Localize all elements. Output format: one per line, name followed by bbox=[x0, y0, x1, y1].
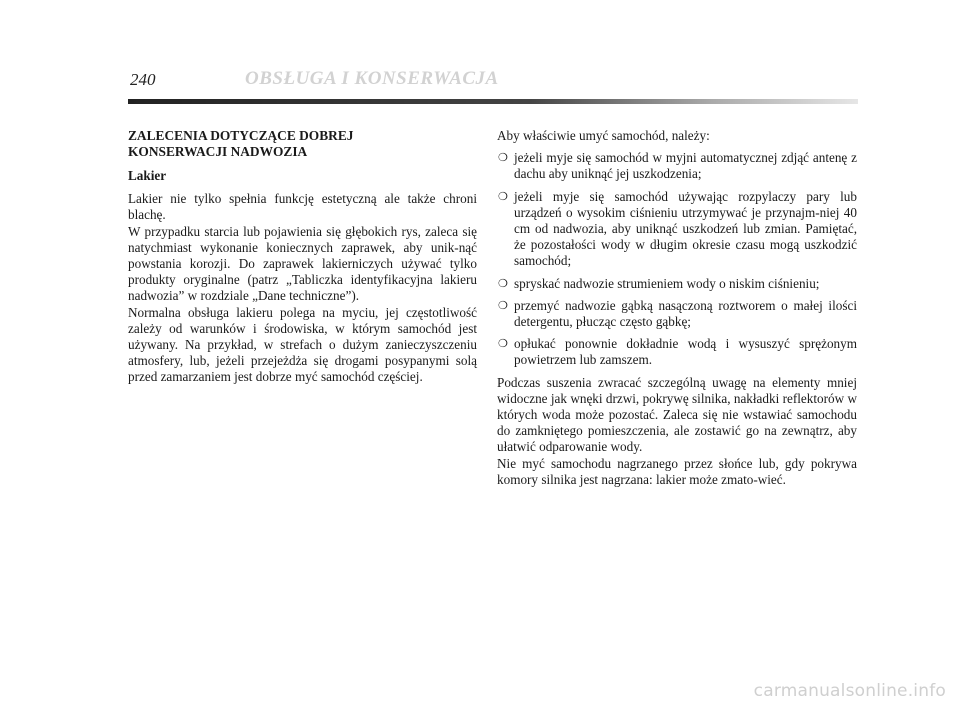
paragraph: W przypadku starcia lub pojawienia się głębokich rys, zaleca się natychmiast wykonanie koniecznych zaprawek, aby unik-nąć powstania korozji. Do zaprawek lakierniczych używać tylko produkty oryginalne (patrz „Tabliczka identyfikacyjna lakieru nadwozia” w rozdziale „Dane techniczne”). bbox=[128, 223, 477, 304]
left-column bbox=[128, 128, 477, 386]
list-item bbox=[497, 150, 857, 182]
paragraph: Podczas suszenia zwracać szczególną uwagę na elementy mniej widoczne jak wnęki drzwi, pokrywę silnika, nakładki reflektorów w których woda może pozostać. Zaleca się nie wstawiać samochodu do zamkniętego pomieszczenia, ale zostawić go na zewnątrz, aby ułatwić odparowanie wody. bbox=[497, 374, 857, 455]
list-item bbox=[497, 298, 857, 330]
paragraph: Nie myć samochodu nagrzanego przez słońce lub, gdy pokrywa komory silnika jest nagrzana: lakier może zmato-wieć. bbox=[497, 455, 857, 487]
list-item-text: przemyć nadwozie gąbką nasączoną roztworem o małej ilości detergentu, płucząc często gąbkę; bbox=[514, 297, 857, 330]
circle-bullet-icon: ❍ bbox=[498, 151, 508, 165]
section-heading-line-1: ZALECENIA DOTYCZĄCE DOBREJ bbox=[128, 128, 354, 143]
paragraph: Lakier nie tylko spełnia funkcję estetyczną ale także chroni blachę. bbox=[128, 191, 477, 223]
header-rule bbox=[128, 99, 858, 104]
circle-bullet-icon: ❍ bbox=[498, 337, 508, 351]
watermark: carmanualsonline.info bbox=[753, 681, 946, 701]
washing-steps-list bbox=[497, 150, 857, 368]
page-header bbox=[130, 70, 830, 94]
list-item-text: jeżeli myje się samochód używając rozpylaczy pary lub urządzeń o wysokim ciśnieniu utrzymywać je przynajm-niej 40 cm od nadwozia, aby uniknąć uszkodzeń lub zmian. Pamiętać, że pozostałości wody w długim okresie czasu mogą uszkodzić samochód; bbox=[514, 188, 857, 269]
list-item bbox=[497, 189, 857, 270]
section-heading-line-2: KONSERWACJI NADWOZIA bbox=[128, 144, 308, 159]
paragraph: Normalna obsługa lakieru polega na myciu, jej częstotliwość zależy od warunków i środowiska, w którym samochód jest używany. Na przykład, w strefach o dużym zanieczyszczeniu atmosfery, lub, jeżeli przejeżdża się drogami posypanymi solą przed zamarzaniem jest dobrze myć samochód częściej. bbox=[128, 304, 477, 385]
circle-bullet-icon: ❍ bbox=[498, 298, 508, 312]
section-heading bbox=[128, 128, 477, 160]
subheading-lakier: Lakier bbox=[128, 168, 167, 183]
list-item bbox=[497, 276, 857, 292]
list-item bbox=[497, 336, 857, 368]
right-column bbox=[497, 128, 857, 488]
list-item-text: spryskać nadwozie strumieniem wody o niskim ciśnieniu; bbox=[514, 275, 820, 291]
circle-bullet-icon: ❍ bbox=[498, 276, 508, 290]
section-title: OBSŁUGA I KONSERWACJA bbox=[245, 68, 499, 89]
list-intro: Aby właściwie umyć samochód, należy: bbox=[497, 128, 710, 143]
page-number: 240 bbox=[130, 70, 156, 89]
list-item-text: jeżeli myje się samochód w myjni automatycznej zdjąć antenę z dachu aby uniknąć jej uszkodzenia; bbox=[514, 150, 857, 182]
circle-bullet-icon: ❍ bbox=[498, 189, 508, 203]
list-item-text: opłukać ponownie dokładnie wodą i wysuszyć sprężonym powietrzem lub zamszem. bbox=[514, 336, 857, 368]
